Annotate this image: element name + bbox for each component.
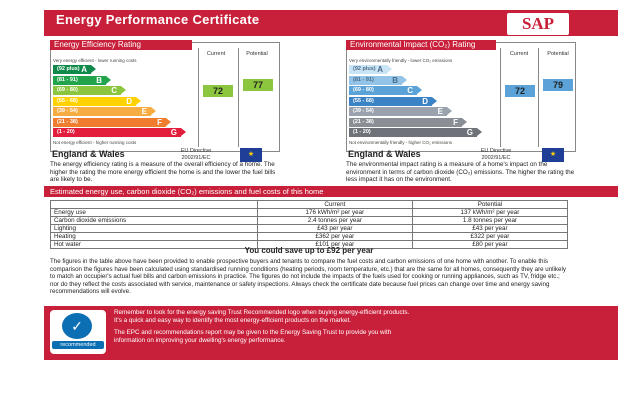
ee-band-arrow: [166, 118, 171, 126]
ei-band-arrow: [402, 76, 407, 84]
costs-row: [51, 233, 568, 241]
ee-eu-line1: EU Directive: [180, 148, 212, 154]
ee-band-range: (1 - 20): [57, 129, 75, 135]
recommended-line-1: Remember to look for the energy saving Trust Recommended logo when buying energy-efficient products.: [114, 309, 410, 316]
ee-band-range: (55 - 68): [57, 97, 78, 104]
sap-logo: SAP: [506, 12, 570, 36]
recommended-line-3: The EPC and recommendations report may be given to the Energy Saving Trust to provide you with: [114, 329, 392, 336]
costs-col-potential: Potential: [412, 201, 567, 209]
ei-band-arrow: [432, 97, 437, 105]
ei-band-arrow: [417, 86, 422, 94]
ei-band-letter: B: [392, 75, 398, 85]
costs-col-label: [51, 201, 258, 209]
ee-caption-bottom: Not energy efficient - higher running costs: [53, 140, 137, 145]
ee-band-a: [53, 65, 91, 74]
ei-band-letter: C: [407, 86, 413, 95]
ee-description: The energy efficiency rating is a measure of the overall efficiency of a home. The higher the rating the more energy efficient the home is and the lower the fuel bills are likely to be.: [50, 161, 276, 183]
ee-band-c: [53, 86, 121, 95]
costs-row-current: £362 per year: [257, 233, 412, 241]
savings-summary: You could save up to £92 per year: [244, 246, 374, 255]
energy-efficiency-heading: Energy Efficiency Rating: [50, 40, 192, 50]
ei-potential-score: 79: [543, 79, 573, 91]
energy-saving-trust-icon: ✓: [62, 313, 92, 339]
ei-region: England & Wales: [348, 149, 421, 159]
costs-table: [50, 200, 568, 249]
costs-row-current: 2.4 tonnes per year: [257, 217, 412, 225]
ee-eu-line2: 2002/91/EC: [181, 155, 211, 161]
ei-col-potential: Potential: [547, 51, 569, 57]
ee-band-arrow: [151, 107, 156, 115]
ee-band-e: [53, 107, 151, 116]
ee-band-range: (92 plus): [57, 66, 80, 72]
ei-band-range: (1 - 20): [353, 129, 371, 135]
ee-band-letter: B: [96, 75, 102, 85]
ei-band-f: [349, 118, 462, 127]
ee-col-current: Current: [206, 51, 226, 57]
costs-row-label: Hot water: [51, 241, 258, 249]
ei-caption-top: Very environmentally friendly - lower CO₂ emissions: [349, 58, 453, 63]
ei-band-letter: G: [466, 128, 473, 137]
ee-region: England & Wales: [52, 149, 125, 159]
ei-band-range: (81 - 91): [353, 76, 374, 83]
ei-band-arrow: [477, 128, 482, 136]
costs-row-potential: £43 per year: [412, 225, 567, 233]
ei-band-e: [349, 107, 447, 116]
eu-flag-icon: ★: [542, 148, 564, 162]
costs-row-label: Energy use: [51, 209, 258, 217]
costs-row-current: £101 per year: [257, 241, 412, 249]
ee-col-potential: Potential: [246, 51, 268, 57]
ei-band-b: [349, 76, 402, 85]
costs-row-label: Carbon dioxide emissions: [51, 217, 258, 225]
ee-band-letter: A: [81, 65, 87, 74]
ee-band-g: [53, 128, 181, 137]
ee-band-range: (81 - 91): [57, 76, 78, 83]
costs-row: [51, 217, 568, 225]
ei-band-g: [349, 128, 477, 137]
ee-band-arrow: [121, 86, 126, 94]
ee-band-range: (21 - 38): [57, 118, 78, 125]
costs-header-row: [51, 201, 568, 209]
costs-row-potential: 137 kWh/m² per year: [412, 209, 567, 217]
page-title: Energy Performance Certificate: [56, 12, 260, 27]
ei-band-arrow: [447, 107, 452, 115]
ei-divider-2: [538, 48, 539, 147]
ee-band-f: [53, 118, 166, 127]
ee-potential-score: 77: [243, 79, 273, 91]
ee-eu-directive: [166, 148, 226, 162]
ei-band-range: (55 - 68): [353, 97, 374, 104]
ei-band-arrow: [387, 65, 392, 73]
costs-row-potential: £80 per year: [412, 241, 567, 249]
ee-band-letter: E: [141, 107, 147, 116]
ee-current-score: 72: [203, 85, 233, 97]
ee-band-letter: D: [126, 96, 132, 106]
ei-eu-line1: EU Directive: [480, 148, 512, 154]
ei-band-range: (69 - 80): [353, 87, 374, 93]
ee-divider-1: [198, 48, 199, 147]
explanation-text: The figures in the table above have been provided to enable prospective buyers and tenants to compare the fuel costs and carbon emissions of one home with another. To enable this comparison the figures have been calculated using standardised running conditions (heating periods, room temperature, etc.) that are the same for all homes, consequently they are unlikely to match an occupier's actual fuel bills and carbon emissions in practice. The figures do not include the impacts of the fuels used for cooking or running appliances, such as TV, fridge etc.; nor do they reflect the costs associated with service, maintenance or safety inspections. Always check the certificate date because fuel prices can change over time and energy saving recommendations will evolve.: [50, 258, 566, 296]
ee-band-d: [53, 97, 136, 106]
ei-band-letter: D: [422, 96, 428, 106]
ee-band-letter: F: [157, 117, 162, 127]
ei-band-letter: E: [437, 107, 443, 116]
ei-col-current: Current: [509, 51, 529, 57]
costs-heading: Estimated energy use, carbon dioxide (CO₂) emissions and fuel costs of this home: [44, 186, 618, 197]
ei-band-arrow: [462, 118, 467, 126]
ei-caption-bottom: Not environmentally friendly - higher CO₂ emissions: [349, 140, 453, 145]
costs-row-label: Lighting: [51, 225, 258, 233]
ei-band-c: [349, 86, 417, 95]
costs-col-current: Current: [257, 201, 412, 209]
ee-band-arrow: [106, 76, 111, 84]
recommended-line-2: It's a quick and easy way to identify the most energy-efficient products on the market.: [114, 317, 351, 324]
ei-band-letter: F: [453, 117, 458, 127]
ee-band-arrow: [136, 97, 141, 105]
eu-flag-icon: ★: [240, 148, 262, 162]
ei-description: The environmental impact rating is a measure of a home's impact on the environment in terms of carbon dioxide (CO₂) emissions. The higher the rating the less impact it has on the environment.: [346, 161, 575, 183]
recommended-line-4: information on improving your dwelling's energy performance.: [114, 337, 286, 344]
costs-row-potential: 1.8 tonnes per year: [412, 217, 567, 225]
environmental-impact-heading: Environmental Impact (CO₂) Rating: [346, 40, 496, 50]
ee-band-range: (39 - 54): [57, 108, 78, 114]
ee-band-b: [53, 76, 106, 85]
ei-band-letter: A: [377, 65, 383, 74]
ei-band-a: [349, 65, 387, 74]
ee-caption-top: Very energy efficient - lower running costs: [53, 58, 137, 63]
costs-row-current: 176 kWh/m² per year: [257, 209, 412, 217]
recommended-logo-label: recommended: [52, 341, 104, 349]
costs-row: [51, 225, 568, 233]
ei-band-range: (92 plus): [353, 66, 376, 72]
ei-band-d: [349, 97, 432, 106]
ei-current-score: 72: [505, 85, 535, 97]
costs-row: [51, 209, 568, 217]
ei-band-range: (21 - 38): [353, 118, 374, 125]
ee-band-letter: G: [170, 128, 177, 137]
ee-divider-2: [238, 48, 239, 147]
ee-band-range: (69 - 80): [57, 87, 78, 93]
ee-band-arrow: [181, 128, 186, 136]
ee-band-arrow: [91, 65, 96, 73]
costs-row-label: Heating: [51, 233, 258, 241]
ei-band-range: (39 - 54): [353, 108, 374, 114]
ei-divider-1: [500, 48, 501, 147]
costs-row-potential: £322 per year: [412, 233, 567, 241]
ei-eu-line2: 2002/91/EC: [481, 155, 511, 161]
costs-row-current: £43 per year: [257, 225, 412, 233]
ee-band-letter: C: [111, 86, 117, 95]
ei-eu-directive: [466, 148, 526, 162]
